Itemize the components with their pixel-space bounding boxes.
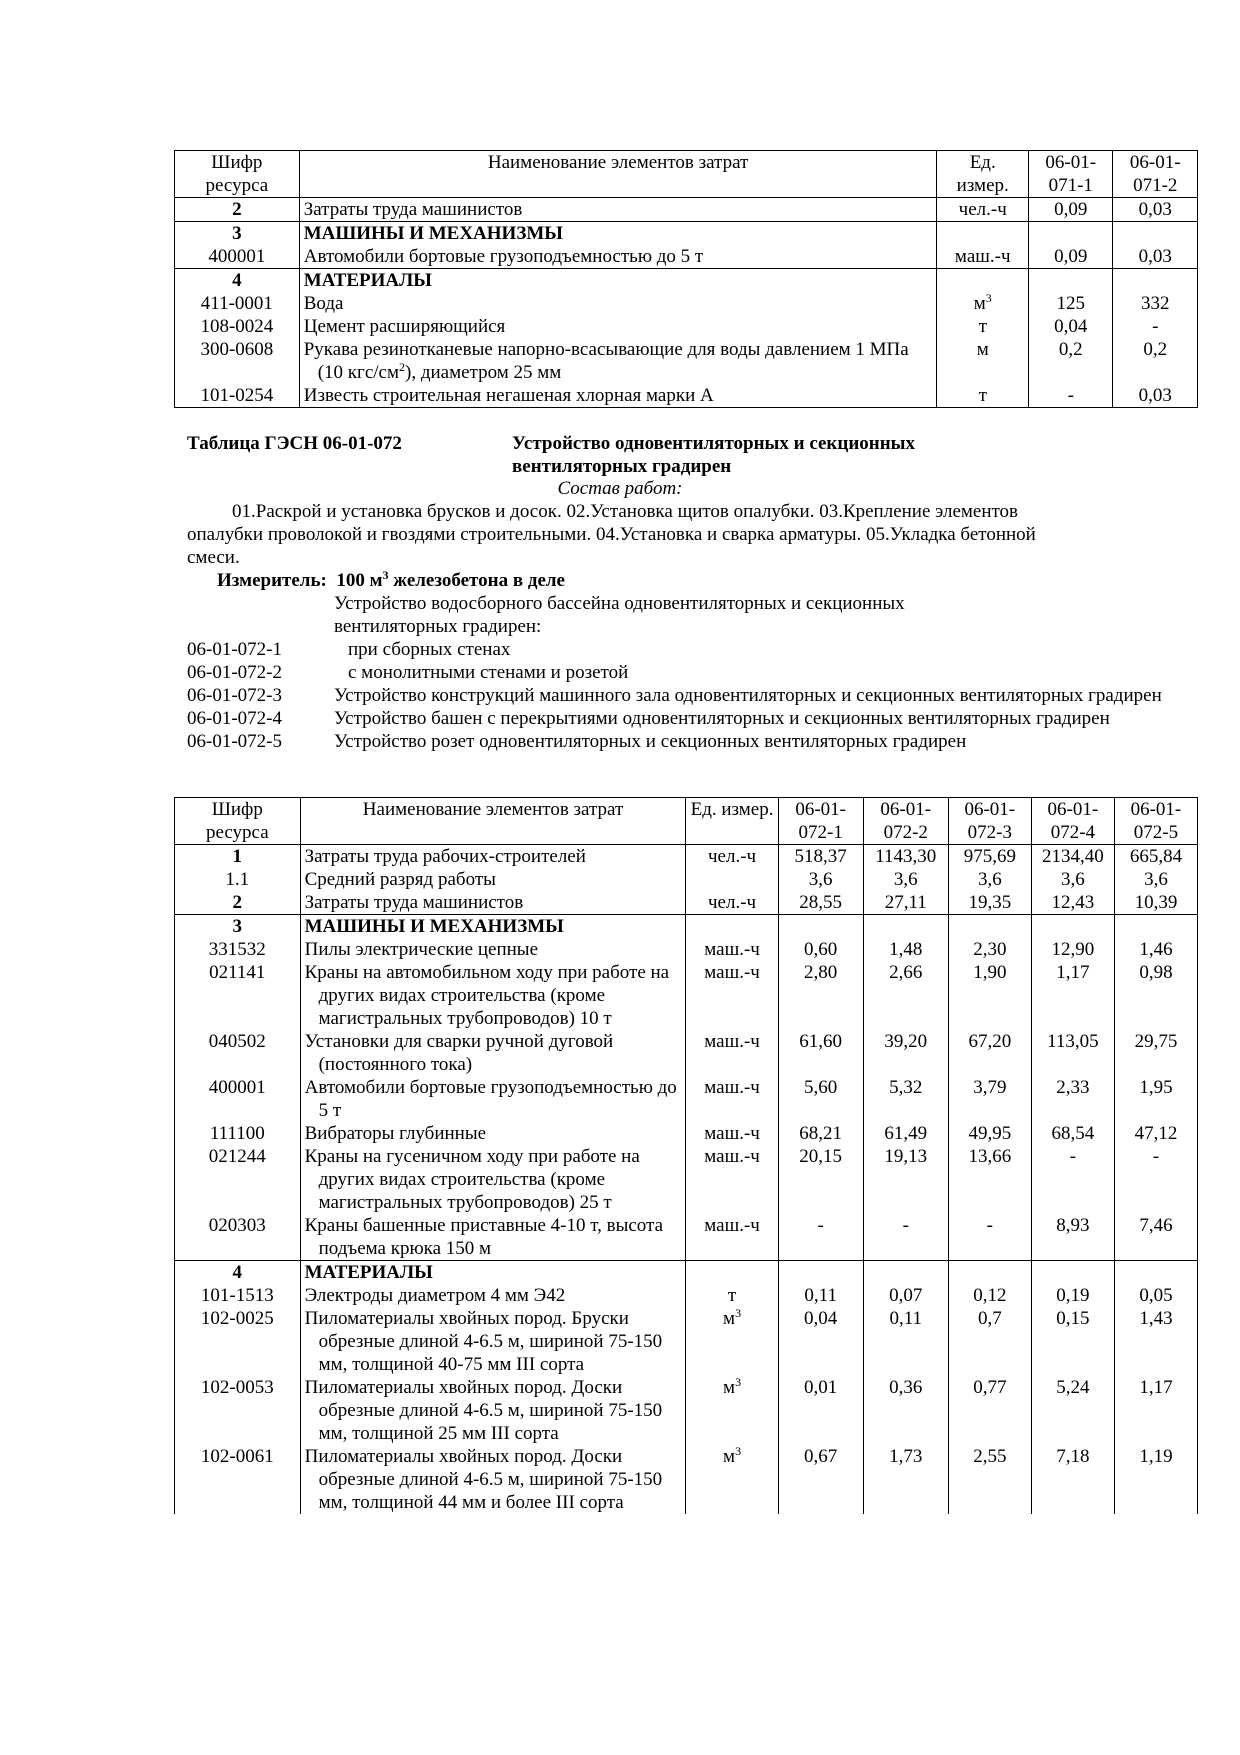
section-heading: МАШИНЫ И МЕХАНИЗМЫ	[299, 222, 937, 246]
table-row: 108-0024 Цемент расширяющийся т 0,04 -	[175, 315, 1198, 338]
table-row: 4 МАТЕРИАЛЫ	[175, 269, 1198, 293]
table-row: 331532 Пилы электрические цепные маш.-ч 0,60 1,48 2,30 12,90 1,46	[175, 938, 1198, 961]
variant-lead: Устройство водосборного бассейна одновентиляторных и секционных вентиляторных градирен:	[334, 593, 905, 637]
table-row: 020303 Краны башенные приставные 4-10 т, высота подъема крюка 150 м маш.-ч - - - 8,93 7,46	[175, 1214, 1198, 1261]
table-row: 102-0061 Пиломатериалы хвойных пород. Доски обрезные длиной 4-6.5 м, шириной 75-150 мм, толщиной 44 мм и более III сорта $м^3$ 0,67 1,73 2,55 7,18 1,19	[175, 1445, 1198, 1514]
header-name: Наименование элементов затрат	[300, 798, 686, 845]
header-unit: Ед. измер.	[686, 798, 778, 845]
list-item: 06-01-072-3 Устройство конструкций машинного зала одновентиляторных и секционных вентиляторных градирен	[187, 685, 1162, 706]
table-row: 3 МАШИНЫ И МЕХАНИЗМЫ	[175, 222, 1198, 246]
table-row: 411-0001 Вода $м^3$ 125 332	[175, 292, 1198, 315]
table-row: 101-1513 Электроды диаметром 4 мм Э42 т 0,11 0,07 0,12 0,19 0,05	[175, 1284, 1198, 1307]
variant-list	[187, 592, 1197, 753]
section-heading: МАТЕРИАЛЫ	[304, 1262, 433, 1283]
header-col-5: 06-01-072-5	[1114, 798, 1197, 845]
table-row: 300-0608 Рукава резинотканевые напорно-всасывающие для воды давлением 1 МПа (10 кгс/$см^2$), диаметром 25 мм м 0,2 0,2	[175, 338, 1198, 384]
table-row: 2 Затраты труда машинистов чел.-ч 0,09 0,03	[175, 198, 1198, 222]
list-item: 06-01-072-1 при сборных стенах	[187, 639, 511, 660]
table-row: 111100 Вибраторы глубинные маш.-ч 68,21 61,49 49,95 68,54 47,12	[175, 1122, 1198, 1145]
header-code: Шифр ресурса	[175, 798, 301, 845]
section-heading: МАШИНЫ И МЕХАНИЗМЫ	[304, 916, 564, 937]
table-header-row	[175, 151, 1198, 198]
header-col-4: 06-01-072-4	[1031, 798, 1114, 845]
table-row: 021244 Краны на гусеничном ходу при работе на других видах строительства (кроме магистральных трубопроводов) 25 т маш.-ч 20,15 19,13 13,66 - -	[175, 1145, 1198, 1214]
table-code: Таблица ГЭСН 06-01-072	[187, 433, 402, 454]
resource-table-072	[174, 797, 1198, 1514]
table-row: 1.1 Средний разряд работы 3,6 3,6 3,6 3,6 3,6	[175, 868, 1198, 891]
table-row: 3 МАШИНЫ И МЕХАНИЗМЫ	[175, 915, 1198, 939]
table-row: 040502 Установки для сварки ручной дуговой (постоянного тока) маш.-ч 61,60 39,20 67,20 113,05 29,75	[175, 1030, 1198, 1076]
table-row: 101-0254 Известь строительная негашеная хлорная марки А т - 0,03	[175, 384, 1198, 408]
resource-table-071	[174, 150, 1198, 408]
header-col-2: 06-01-071-2	[1113, 151, 1198, 198]
list-item: 06-01-072-5 Устройство розет одновентиляторных и секционных вентиляторных градирен	[187, 731, 967, 752]
table-row: 4 МАТЕРИАЛЫ	[175, 1261, 1198, 1285]
table-row: 1 Затраты труда рабочих-строителей чел.-ч 518,37 1143,30 975,69 2134,40 665,84	[175, 845, 1198, 869]
section-heading: МАТЕРИАЛЫ	[299, 269, 937, 293]
list-item: 06-01-072-2 с монолитными стенами и розетой	[187, 662, 629, 683]
table-row: 400001 Автомобили бортовые грузоподъемностью до 5 т маш.-ч 5,60 5,32 3,79 2,33 1,95	[175, 1076, 1198, 1122]
composition-text: 01.Раскрой и установка брусков и досок. 02.Установка щитов опалубки. 03.Крепление элементов опалубки проволокой и гвоздями строительными. 04.Установка и сварка арматуры. 05.Укладка бетонной смеси.	[187, 501, 1036, 568]
table-row: 021141 Краны на автомобильном ходу при работе на других видах строительства (кроме магистральных трубопроводов) 10 т маш.-ч 2,80 2,66 1,90 1,17 0,98	[175, 961, 1198, 1030]
header-unit: Ед. измер.	[937, 151, 1029, 198]
table-row: 102-0025 Пиломатериалы хвойных пород. Бруски обрезные длиной 4-6.5 м, шириной 75-150 мм, толщиной 40-75 мм III сорта $м^3$ 0,04 0,11 0,7 0,15 1,43	[175, 1307, 1198, 1376]
header-code: Шифр ресурса	[175, 151, 300, 198]
table-row: 2 Затраты труда машинистов чел.-ч 28,55 27,11 19,35 12,43 10,39	[175, 891, 1198, 915]
list-item: 06-01-072-4 Устройство башен с перекрытиями одновентиляторных и секционных вентиляторных градирен	[187, 708, 1110, 729]
table-name: Устройство одновентиляторных и секционных вентиляторных градирен	[512, 433, 915, 477]
header-col-2: 06-01-072-2	[863, 798, 948, 845]
header-col-1: 06-01-072-1	[778, 798, 863, 845]
header-col-1: 06-01-071-1	[1028, 151, 1112, 198]
table-row: 102-0053 Пиломатериалы хвойных пород. Доски обрезные длиной 4-6.5 м, шириной 75-150 мм, толщиной 25 мм III сорта $м^3$ 0,01 0,36 0,77 5,24 1,17	[175, 1376, 1198, 1445]
composition-heading: Состав работ:	[557, 478, 683, 499]
meter: Измеритель: 100 $м^3$ железобетона в деле	[217, 568, 565, 591]
table-row: 400001 Автомобили бортовые грузоподъемностью до 5 т маш.-ч 0,09 0,03	[175, 245, 1198, 269]
header-col-3: 06-01-072-3	[948, 798, 1031, 845]
table-header-row	[175, 798, 1198, 845]
header-name: Наименование элементов затрат	[299, 151, 937, 198]
